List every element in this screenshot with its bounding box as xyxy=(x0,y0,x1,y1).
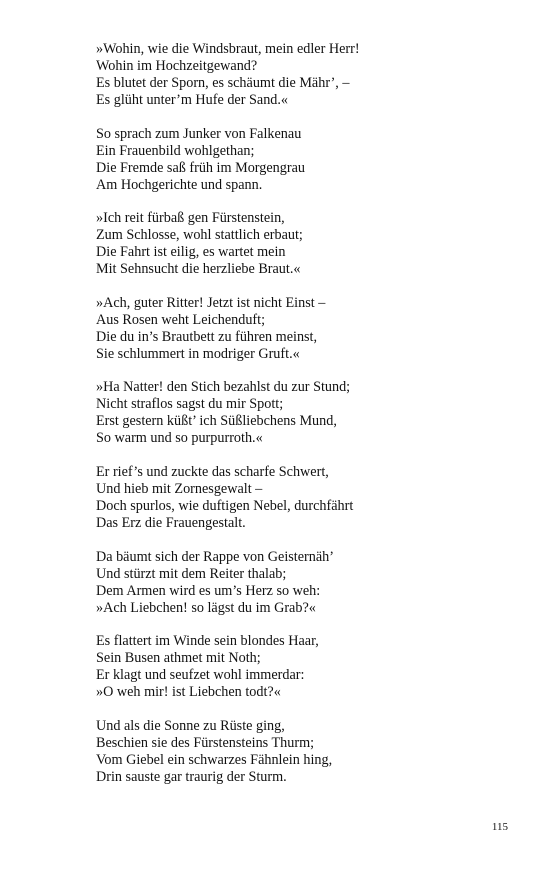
stanza-5 xyxy=(96,379,516,447)
poem-line: »Wohin, wie die Windsbraut, mein edler Herr! xyxy=(96,41,360,57)
poem-line: Und stürzt mit dem Reiter thalab; xyxy=(96,565,287,582)
stanza-4 xyxy=(96,295,516,363)
poem-line: Aus Rosen weht Leichenduft; xyxy=(96,311,266,328)
poem-line: Und als die Sonne zu Rüste ging, xyxy=(96,717,285,734)
poem-line: Er rief’s und zuckte das scharfe Schwert, xyxy=(96,463,329,480)
stanza-6 xyxy=(96,464,516,532)
poem-line: Drin sauste gar traurig der Sturm. xyxy=(96,768,287,785)
stanza-1 xyxy=(96,41,516,109)
poem-line: Ein Frauenbild wohlgethan; xyxy=(96,142,255,159)
poem-line: Beschien sie des Fürstensteins Thurm; xyxy=(96,734,315,751)
stanza-9 xyxy=(96,718,516,786)
poem-line: So sprach zum Junker von Falkenau xyxy=(96,125,302,142)
stanza-3 xyxy=(96,210,516,278)
stanza-8 xyxy=(96,633,516,701)
poem-body xyxy=(96,41,516,802)
poem-line: Am Hochgerichte und spann. xyxy=(96,176,263,193)
poem-line: So warm und so purpurroth.« xyxy=(96,430,263,447)
poem-line: Die Fremde saß früh im Morgengrau xyxy=(96,159,305,176)
poem-line: »O weh mir! ist Liebchen todt?« xyxy=(96,684,281,701)
poem-line: Nicht straflos sagst du mir Spott; xyxy=(96,396,284,413)
poem-line: »Ach, guter Ritter! Jetzt ist nicht Einst – xyxy=(96,294,326,311)
poem-line: Da bäumt sich der Rappe von Geisternäh’ xyxy=(96,548,334,565)
poem-line: Dem Armen wird es um’s Herz so weh: xyxy=(96,582,321,599)
poem-line: Die Fahrt ist eilig, es wartet mein xyxy=(96,244,286,261)
poem-line: Sie schlummert in modriger Gruft.« xyxy=(96,345,300,362)
poem-line: Wohin im Hochzeitgewand? xyxy=(96,58,258,74)
poem-line: Er klagt und seufzet wohl immerdar: xyxy=(96,667,305,684)
poem-line: »Ach Liebchen! so lägst du im Grab?« xyxy=(96,599,316,616)
poem-line: Zum Schlosse, wohl stattlich erbaut; xyxy=(96,227,303,244)
poem-line: Und hieb mit Zornesgewalt – xyxy=(96,480,263,497)
poem-line: Mit Sehnsucht die herzliebe Braut.« xyxy=(96,261,301,278)
page-number: 115 xyxy=(491,821,508,833)
poem-line: Vom Giebel ein schwarzes Fähnlein hing, xyxy=(96,751,333,768)
poem-line: Es glüht unter’m Hufe der Sand.« xyxy=(96,92,289,108)
poem-line: »Ich reit fürbaß gen Fürstenstein, xyxy=(96,210,285,227)
poem-line: Es blutet der Sporn, es schäumt die Mähr’, – xyxy=(96,75,350,91)
poem-line: »Ha Natter! den Stich bezahlst du zur Stund; xyxy=(96,379,351,396)
poem-line: Das Erz die Frauengestalt. xyxy=(96,514,246,531)
poem-line: Sein Busen athmet mit Noth; xyxy=(96,650,261,667)
poem-line: Doch spurlos, wie duftigen Nebel, durchfährt xyxy=(96,497,354,514)
poem-line: Es flattert im Winde sein blondes Haar, xyxy=(96,633,319,650)
stanza-7 xyxy=(96,549,516,617)
stanza-2 xyxy=(96,126,516,194)
poem-line: Erst gestern küßt’ ich Süßliebchens Mund, xyxy=(96,413,337,430)
poem-line: Die du in’s Brautbett zu führen meinst, xyxy=(96,328,318,345)
